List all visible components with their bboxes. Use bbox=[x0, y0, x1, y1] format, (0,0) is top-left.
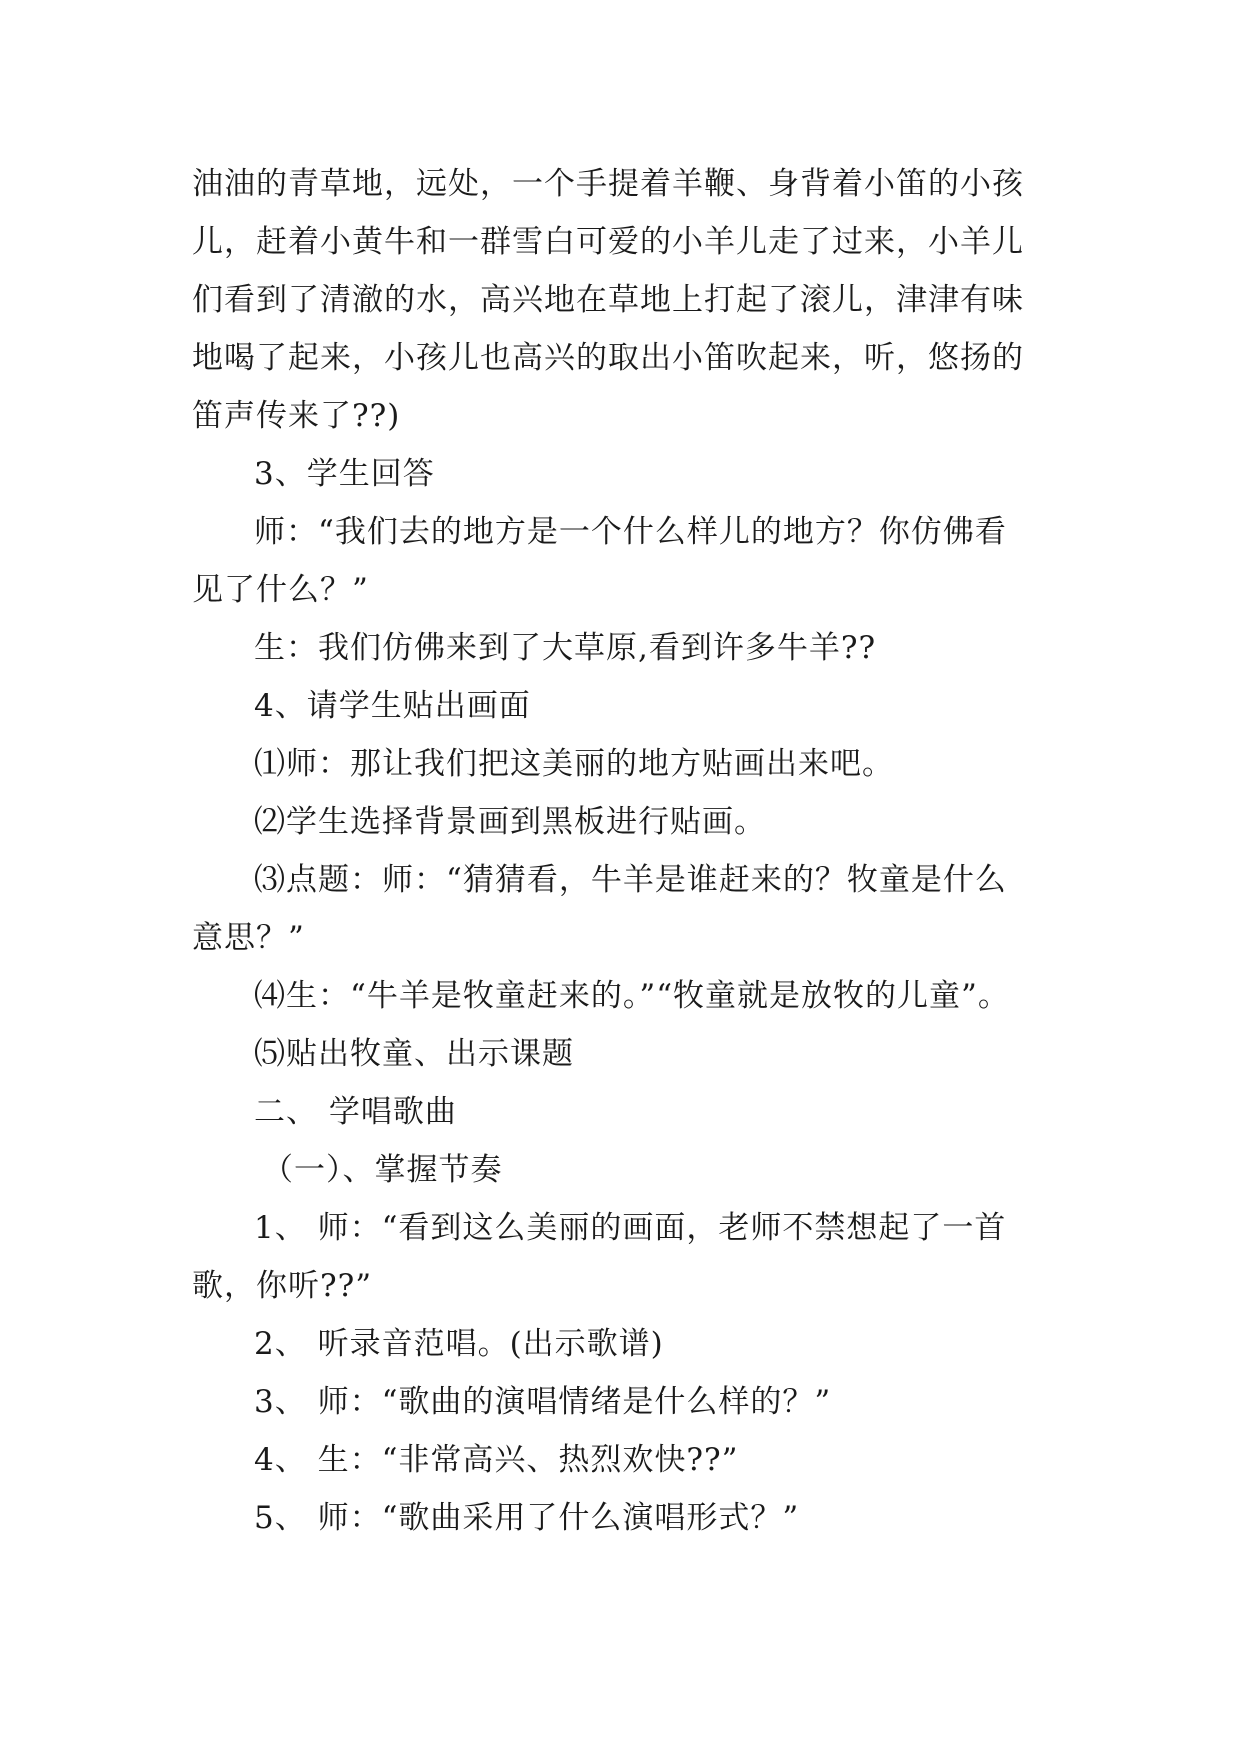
text-line: 2、 听录音范唱。(出示歌谱) bbox=[254, 1326, 664, 1362]
text-line: 生：我们仿佛来到了大草原,看到许多牛羊?? bbox=[254, 630, 877, 666]
text-line: 5、 师：“歌曲采用了什么演唱形式？” bbox=[254, 1500, 800, 1536]
text-line: 4、请学生贴出画面 bbox=[254, 688, 531, 724]
text-line: 歌，你听??” bbox=[192, 1268, 373, 1304]
text-line: 1、 师：“看到这么美丽的画面，老师不禁想起了一首 bbox=[254, 1210, 1007, 1246]
text-line: ⑷生：“牛羊是牧童赶来的。”“牧童就是放牧的儿童”。 bbox=[254, 978, 1010, 1014]
text-line: ⑸贴出牧童、出示课题 bbox=[254, 1036, 574, 1072]
text-line: 们看到了清澈的水，高兴地在草地上打起了滚儿，津津有味 bbox=[192, 282, 1024, 318]
text-line: 见了什么？” bbox=[192, 572, 369, 608]
text-line: 地喝了起来，小孩儿也高兴的取出小笛吹起来，听，悠扬的 bbox=[192, 340, 1024, 376]
text-line: 3、 师：“歌曲的演唱情绪是什么样的？” bbox=[254, 1384, 832, 1420]
text-line: ⑵学生选择背景画到黑板进行贴画。 bbox=[254, 804, 766, 840]
text-line: ⑶点题：师：“猜猜看，牛羊是谁赶来的？牧童是什么 bbox=[254, 862, 1007, 898]
text-line: 笛声传来了??) bbox=[192, 398, 401, 434]
text-line: 儿，赶着小黄牛和一群雪白可爱的小羊儿走了过来，小羊儿 bbox=[192, 224, 1024, 260]
text-line: 二、 学唱歌曲 bbox=[254, 1094, 457, 1130]
text-line: 4、 生：“非常高兴、热烈欢快??” bbox=[254, 1442, 739, 1478]
text-line: 师：“我们去的地方是一个什么样儿的地方？你仿佛看 bbox=[254, 514, 1007, 550]
text-line: 3、学生回答 bbox=[254, 456, 435, 492]
text-line: 意思？” bbox=[192, 920, 305, 956]
text-line: 油油的青草地，远处，一个手提着羊鞭、身背着小笛的小孩 bbox=[192, 166, 1024, 202]
text-line: ⑴师：那让我们把这美丽的地方贴画出来吧。 bbox=[254, 746, 894, 782]
text-line: （一）、掌握节奏 bbox=[262, 1152, 503, 1188]
